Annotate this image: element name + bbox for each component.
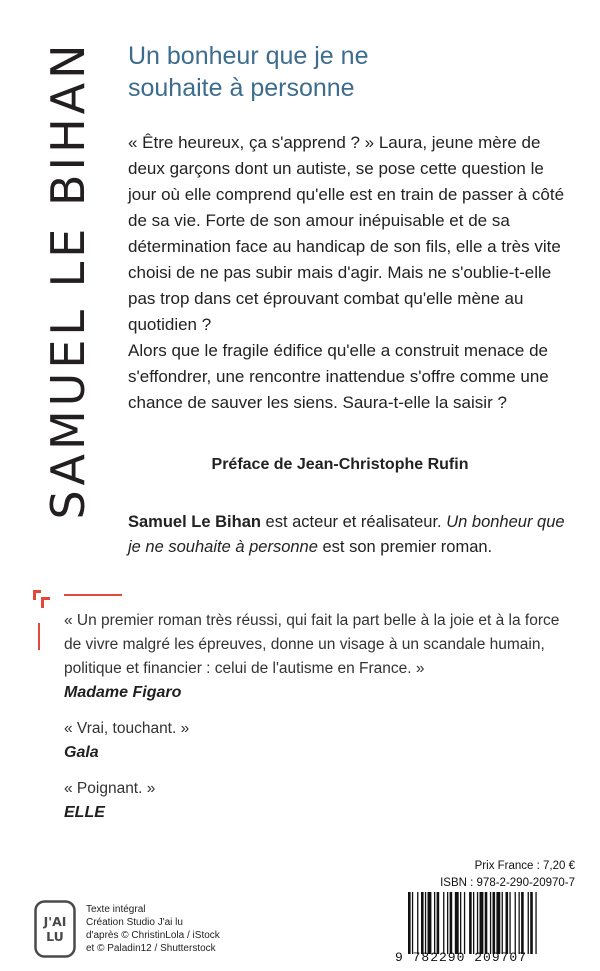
quote-divider-line bbox=[64, 594, 122, 596]
spine-area bbox=[0, 0, 100, 560]
barcode-bar bbox=[493, 892, 496, 954]
barcode-bar bbox=[473, 892, 474, 954]
barcode-bar bbox=[502, 892, 503, 954]
barcode-bar bbox=[480, 892, 484, 954]
review-item bbox=[64, 717, 574, 765]
quote-vertical-line bbox=[38, 623, 40, 650]
barcode-bar bbox=[521, 892, 524, 954]
quote-mark-icon bbox=[31, 588, 53, 614]
review-source: Gala bbox=[64, 744, 99, 761]
barcode-bar bbox=[469, 892, 472, 954]
review-quote: « Poignant. » bbox=[64, 780, 156, 797]
review-source: ELLE bbox=[64, 804, 105, 821]
review-source: Madame Figaro bbox=[64, 684, 182, 701]
barcode-number: 9 782290 209707 bbox=[395, 950, 528, 965]
barcode-icon bbox=[408, 892, 572, 954]
barcode-bar bbox=[519, 892, 520, 954]
barcode-bar bbox=[530, 892, 533, 954]
barcode-bar bbox=[515, 892, 516, 954]
bio-text-1: est acteur et réalisateur. bbox=[260, 513, 447, 531]
barcode-bar bbox=[477, 892, 478, 954]
barcode-bar bbox=[509, 892, 510, 954]
preface-credit: Préface de Jean-Christophe Rufin bbox=[211, 456, 469, 473]
logo-line-1: J'AI bbox=[43, 914, 67, 929]
bio-author-name: Samuel Le Bihan bbox=[128, 513, 261, 531]
publisher-logo-text bbox=[34, 900, 76, 958]
barcode-bar bbox=[417, 892, 418, 954]
bio-book-title: Un bonheur que je ne souhaite à personne bbox=[128, 513, 565, 556]
summary-paragraph-1: « Être heureux, ça s'apprend ? » Laura, jeune mère de deux garçons dont un autiste, se pose cette question le jour où elle comprend qu'elle est en train de passer à côté de sa vie. Forte de son amour inépuisable et de sa détermination face au handicap de son fils, elle a très vite choisi de ne pas subir mais d'agir. Mais ne s'oublie-t-elle pas trop dans cet éprouvant combat qu'elle mène au quotidien ? bbox=[128, 133, 565, 334]
title-line-1: Un bonheur que je ne bbox=[128, 42, 369, 70]
isbn-label: ISBN : 978-2-290-20970-7 bbox=[440, 877, 575, 889]
barcode-bar bbox=[455, 892, 459, 954]
barcode-bar bbox=[535, 892, 536, 954]
barcode-bar bbox=[425, 892, 426, 954]
credit-line: d'après © ChristinLola / iStock bbox=[86, 930, 220, 941]
barcode-bar bbox=[421, 892, 424, 954]
price-label: Prix France : 7,20 € bbox=[474, 860, 575, 872]
barcode-bar bbox=[443, 892, 444, 954]
barcode-bar bbox=[437, 892, 440, 954]
book-title bbox=[128, 40, 568, 104]
review-quote: « Vrai, touchant. » bbox=[64, 720, 190, 737]
logo-line-2: LU bbox=[46, 929, 64, 944]
review-item bbox=[64, 609, 574, 705]
barcode-bar bbox=[485, 892, 488, 954]
credits bbox=[86, 903, 306, 955]
credit-line: et © Paladin12 / Shutterstock bbox=[86, 943, 216, 954]
author-bio bbox=[128, 510, 568, 560]
author-name-vertical: SAMUEL LE BIHAN bbox=[41, 40, 95, 520]
title-line-2: souhaite à personne bbox=[128, 74, 355, 102]
press-reviews bbox=[64, 609, 574, 837]
barcode-bar bbox=[464, 892, 465, 954]
review-quote: « Un premier roman très réussi, qui fait la part belle à la joie et à la force de vivre malgré les épreuves, donne un visage à un scandale humain, politique et financier : celui de l'autisme en France. » bbox=[64, 612, 560, 677]
barcode-bar bbox=[528, 892, 529, 954]
barcode-bar bbox=[460, 892, 461, 954]
barcode-bar bbox=[496, 892, 500, 954]
review-item bbox=[64, 777, 574, 825]
barcode-bar bbox=[447, 892, 448, 954]
summary bbox=[128, 130, 568, 416]
credit-line: Création Studio J'ai lu bbox=[86, 917, 183, 928]
bio-text-2: est son premier roman. bbox=[317, 538, 493, 556]
summary-paragraph-2: Alors que le fragile édifice qu'elle a construit menace de s'effondrer, une rencontre inattendue s'offre comme une chance de sauver les siens. Saura-t-elle la saisir ? bbox=[128, 341, 549, 412]
barcode-bar bbox=[490, 892, 491, 954]
barcode-bar bbox=[434, 892, 435, 954]
barcode-bar bbox=[412, 892, 413, 954]
barcode-bar bbox=[408, 892, 411, 954]
credit-line: Texte intégral bbox=[86, 904, 146, 915]
price-block bbox=[405, 858, 575, 892]
barcode-bar bbox=[506, 892, 509, 954]
barcode-bar bbox=[450, 892, 453, 954]
barcode-bar bbox=[428, 892, 432, 954]
